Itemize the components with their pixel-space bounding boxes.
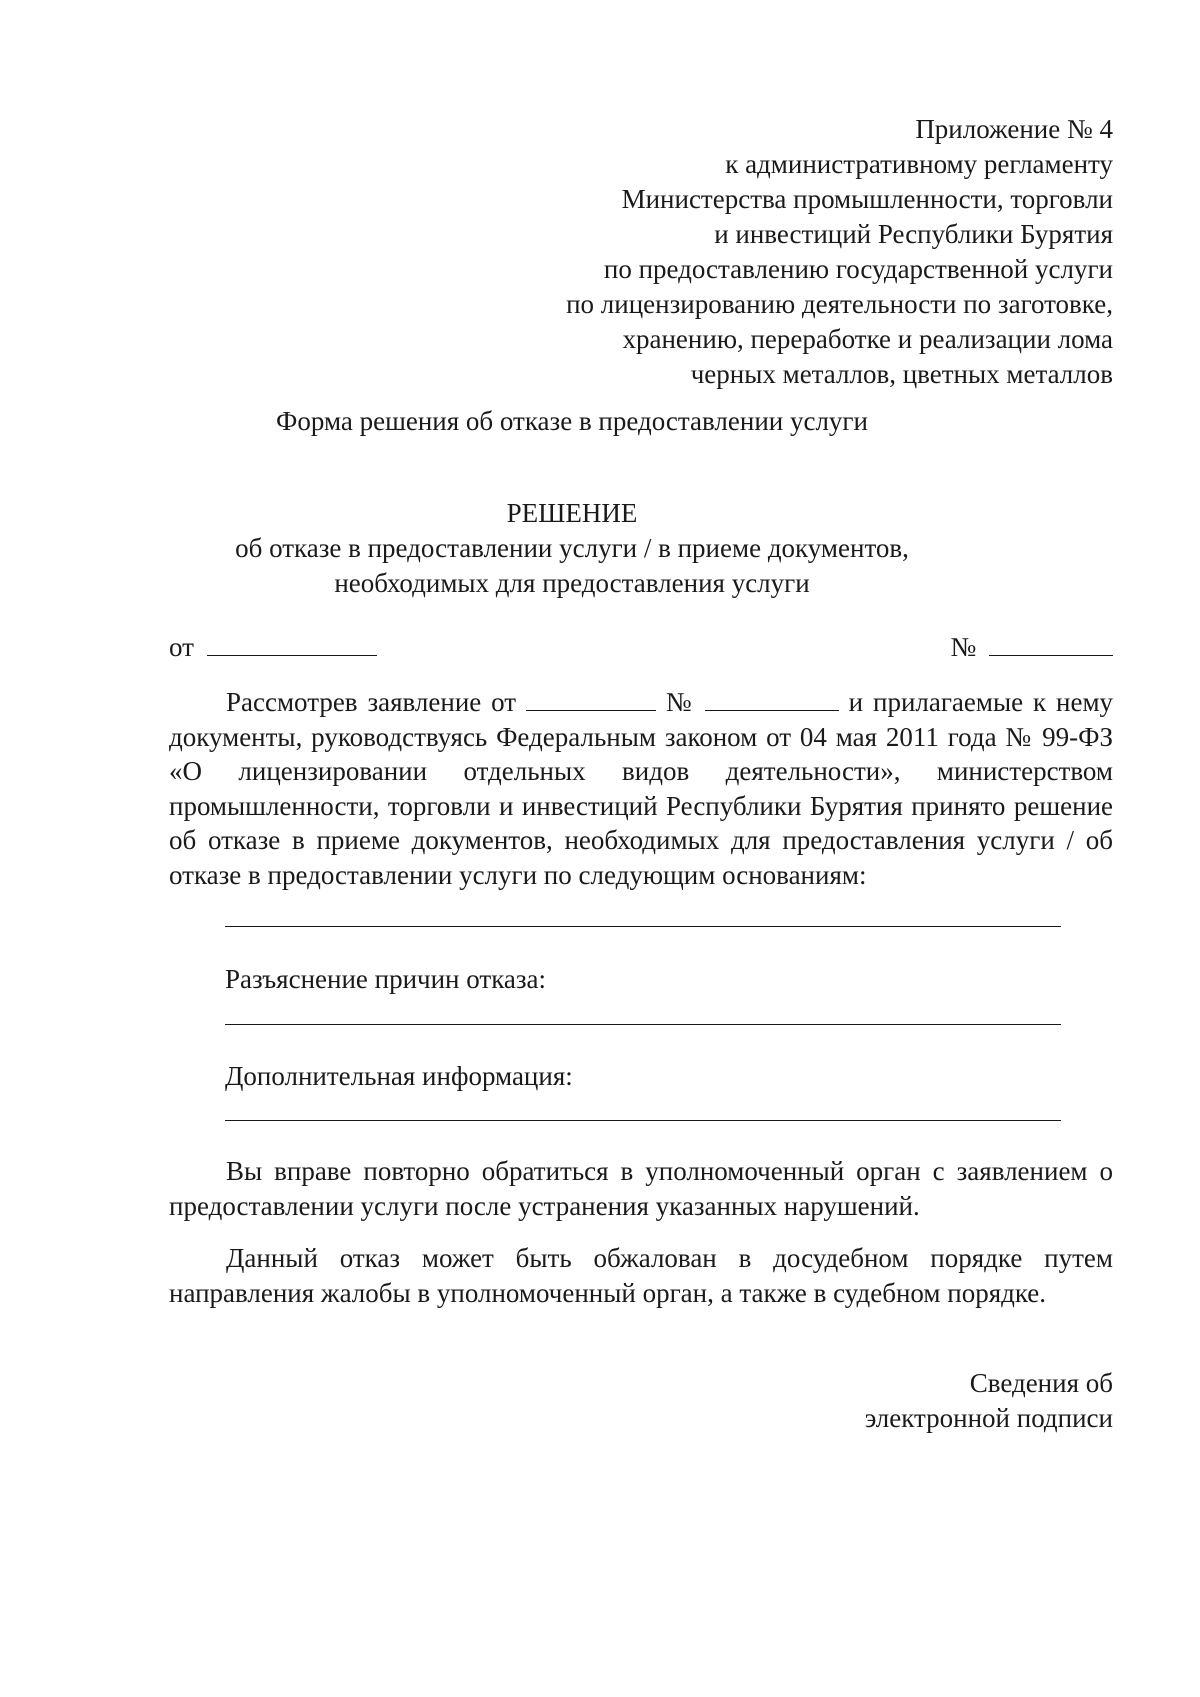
- annex-line: к административному регламенту: [725, 149, 1113, 179]
- annex-line: хранению, переработке и реализации лома: [622, 324, 1113, 354]
- reapply-paragraph: [169, 1154, 1113, 1223]
- annex-line: и инвестиций Республики Бурятия: [714, 219, 1113, 249]
- appeal-paragraph: [169, 1241, 1113, 1310]
- application-number-blank[interactable]: [705, 684, 839, 711]
- reasons-label: Разъяснение причин отказа:: [225, 964, 547, 994]
- annex-line: Приложение № 4: [915, 114, 1113, 144]
- p3-text: Данный отказ может быть обжалован в досудебном порядке путем направления жалобы в уполномоченный орган, а также в судебном порядке.: [169, 1243, 1113, 1308]
- reasons-blank-line[interactable]: [225, 1024, 1061, 1025]
- annex-line: черных металлов, цветных металлов: [690, 359, 1113, 389]
- p1-text-c: и прилагаемые к нему документы, руководствуясь Федеральным законом от 04 мая 2011 года № 99-ФЗ «О лицензировании отдельных видов деятельности», министерством промышленности, торговли и инвестиций Республики Бурятия принято решение об отказе в приеме документов, необходимых для предоставления услуги / об отказе в предоставлении услуги по следующим основаниям:: [169, 687, 1114, 890]
- decision-number-field: [950, 629, 1113, 665]
- document-title: [0, 496, 1200, 601]
- p1-text-b: №: [665, 687, 695, 717]
- annex-line: Министерства промышленности, торговли: [621, 184, 1113, 214]
- additional-info-blank-line[interactable]: [225, 1120, 1061, 1121]
- form-caption: Форма решения об отказе в предоставлении услуги: [276, 406, 868, 436]
- application-date-blank[interactable]: [526, 684, 656, 711]
- additional-info-label: Дополнительная информация:: [225, 1061, 573, 1091]
- title-heading: РЕШЕНИЕ: [506, 498, 638, 528]
- annex-line: по лицензированию деятельности по заготовке,: [566, 289, 1113, 319]
- decision-date-field: [169, 629, 377, 665]
- signature-line: электронной подписи: [864, 1403, 1113, 1433]
- title-line: необходимых для предоставления услуги: [334, 568, 810, 598]
- signature-line: Сведения об: [969, 1368, 1113, 1398]
- number-prefix: №: [950, 632, 977, 662]
- p1-text-a: Рассмотрев заявление от: [226, 687, 517, 717]
- date-prefix: от: [169, 632, 194, 662]
- title-line: об отказе в предоставлении услуги / в приеме документов,: [235, 533, 909, 563]
- number-blank[interactable]: [989, 629, 1113, 656]
- main-paragraph: [169, 684, 1113, 892]
- grounds-blank-line[interactable]: [225, 926, 1061, 927]
- date-blank[interactable]: [207, 629, 377, 656]
- annex-header: [566, 112, 1113, 392]
- signature-block: [865, 1366, 1113, 1436]
- annex-line: по предоставлению государственной услуги: [603, 254, 1113, 284]
- p2-text: Вы вправе повторно обратиться в уполномоченный орган с заявлением о предоставлении услуги после устранения указанных нарушений.: [169, 1156, 1113, 1221]
